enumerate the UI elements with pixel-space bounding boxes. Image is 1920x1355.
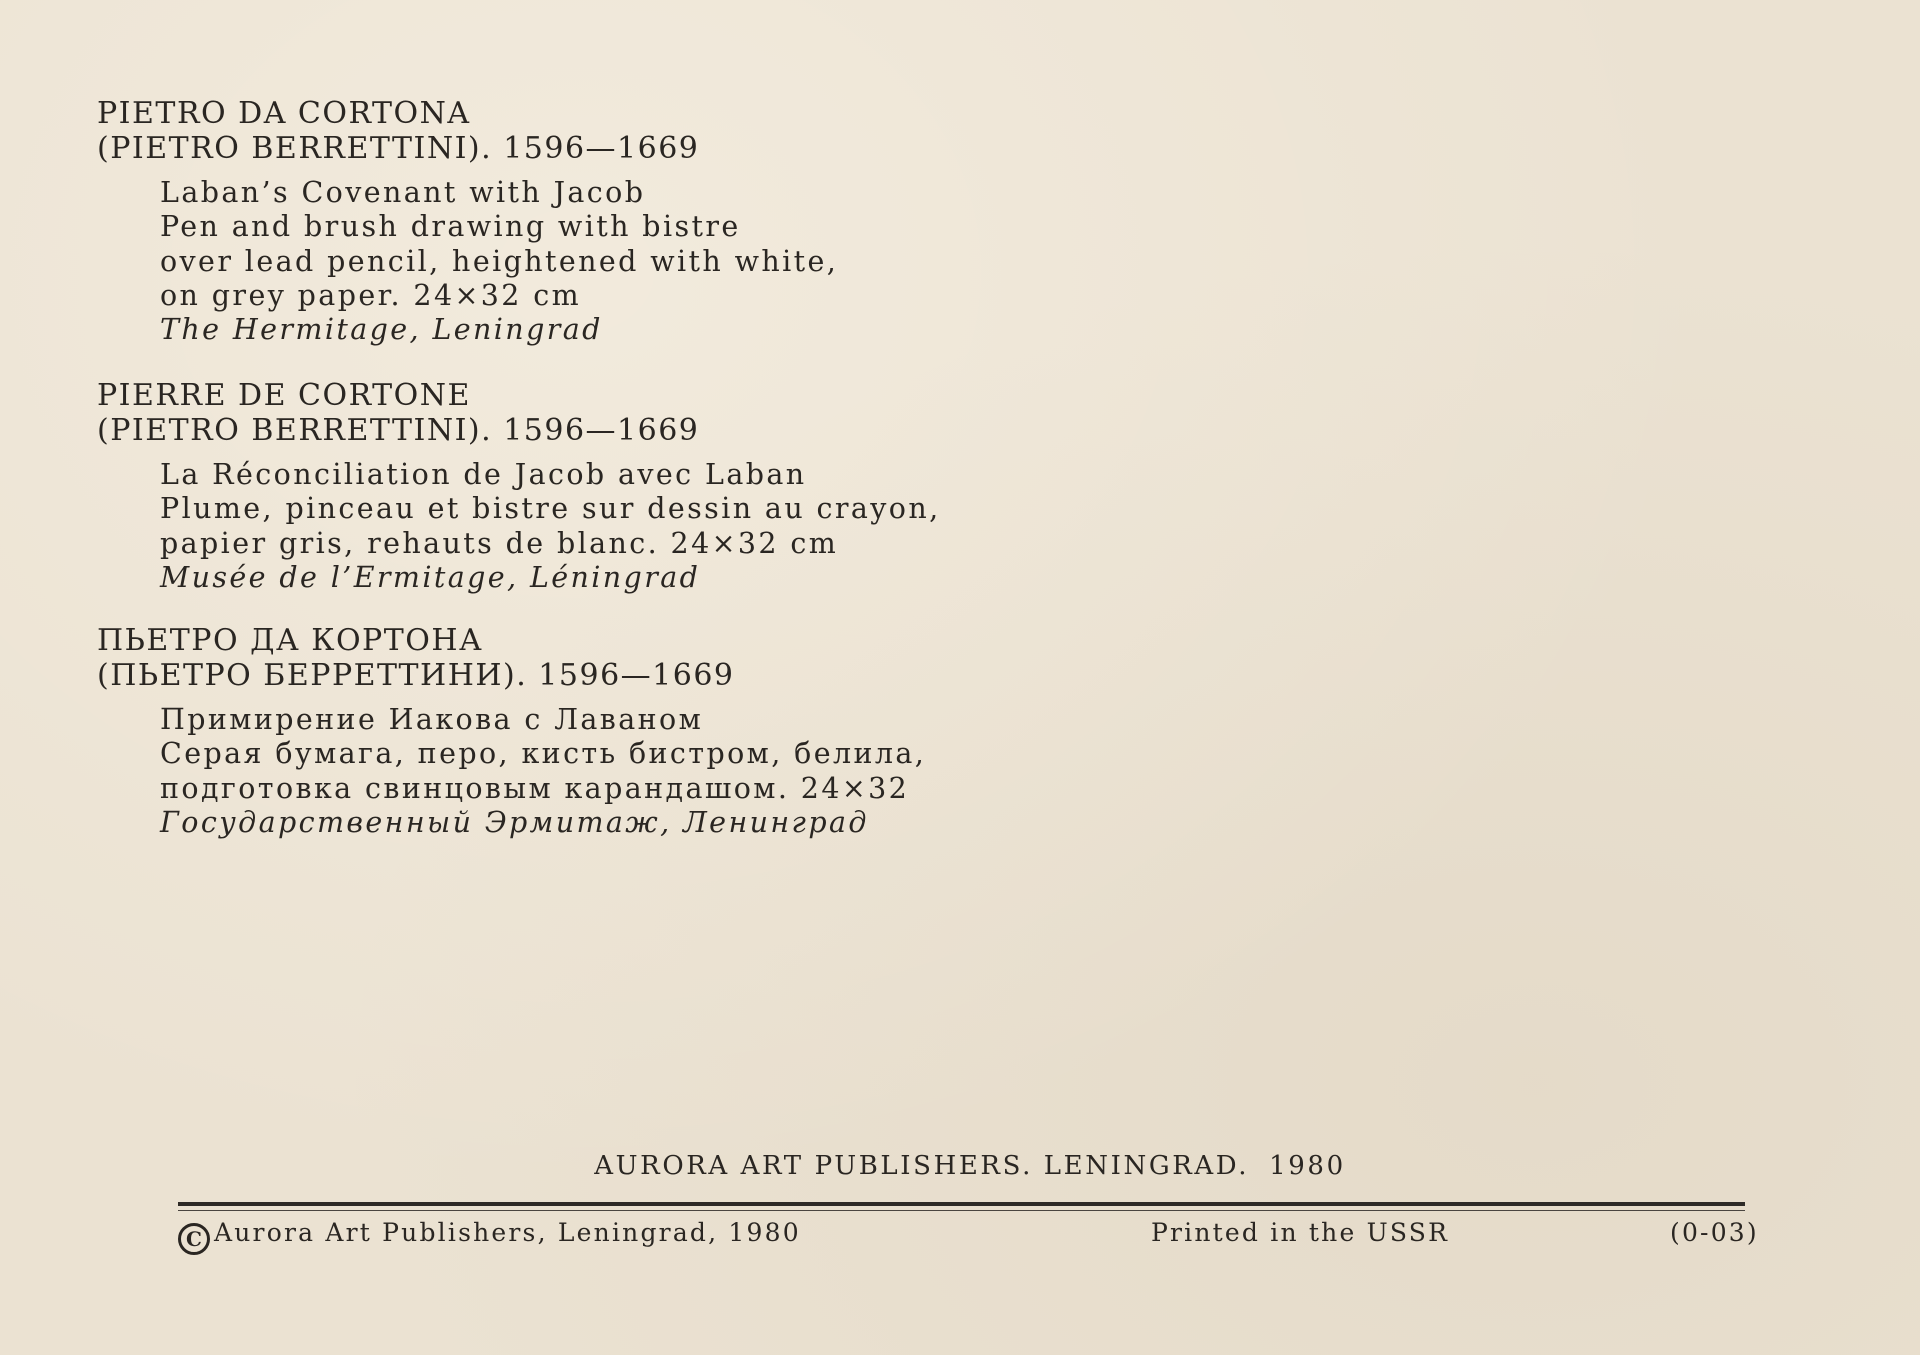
divider — [178, 1202, 1745, 1206]
entry-french — [97, 378, 1097, 595]
artist-dates: (PIETRO BERRETTINI). 1596—1669 — [97, 131, 700, 166]
artwork-details — [160, 458, 1097, 595]
artwork-medium: Plume, pinceau et bistre sur dessin au crayon, — [160, 492, 941, 526]
artwork-medium: papier gris, rehauts de blanc. 24×32 cm — [160, 526, 839, 560]
artist-name: PIETRO DA CORTONA — [97, 96, 471, 131]
copyright-text: Aurora Art Publishers, Leningrad, 1980 — [214, 1218, 801, 1247]
publisher-name: AURORA ART PUBLISHERS. LENINGRAD. — [594, 1151, 1250, 1181]
artist-name: PIERRE DE CORTONE — [97, 378, 471, 413]
divider — [178, 1210, 1745, 1211]
artwork-details — [160, 703, 1097, 840]
artwork-title: La Réconciliation de Jacob avec Laban — [160, 458, 807, 491]
artwork-medium: подготовка свинцовым карандашом. 24×32 — [160, 771, 910, 805]
artist-dates: (ПЬЕТРО БЕРРЕТТИНИ). 1596—1669 — [97, 658, 735, 693]
artwork-title: Примирение Иакова с Лаваном — [160, 703, 704, 736]
artwork-medium: Серая бумага, перо, кисть бистром, белила, — [160, 737, 927, 771]
artwork-title: Laban’s Covenant with Jacob — [160, 176, 646, 209]
artwork-museum: The Hermitage, Leningrad — [160, 313, 603, 347]
artwork-medium: on grey paper. 24×32 cm — [160, 278, 582, 312]
publisher-line — [0, 1151, 1920, 1181]
copyright-icon: C — [178, 1223, 210, 1255]
artwork-details — [160, 176, 1097, 347]
entry-russian — [97, 623, 1097, 840]
copyright-notice — [178, 1218, 801, 1255]
printed-in: Printed in the USSR — [1151, 1218, 1450, 1247]
entry-english — [97, 96, 1097, 347]
print-code: (0-03) — [1670, 1218, 1759, 1247]
artwork-medium: Pen and brush drawing with bistre — [160, 210, 741, 244]
artwork-medium: over lead pencil, heightened with white, — [160, 244, 839, 278]
publisher-year: 1980 — [1269, 1151, 1346, 1181]
artist-dates: (PIETRO BERRETTINI). 1596—1669 — [97, 413, 700, 448]
artist-name: ПЬЕТРО ДА КОРТОНА — [97, 623, 484, 658]
artwork-museum: Musée de l’Ermitage, Léningrad — [160, 560, 701, 594]
artwork-museum: Государственный Эрмитаж, Ленинград — [160, 805, 869, 839]
